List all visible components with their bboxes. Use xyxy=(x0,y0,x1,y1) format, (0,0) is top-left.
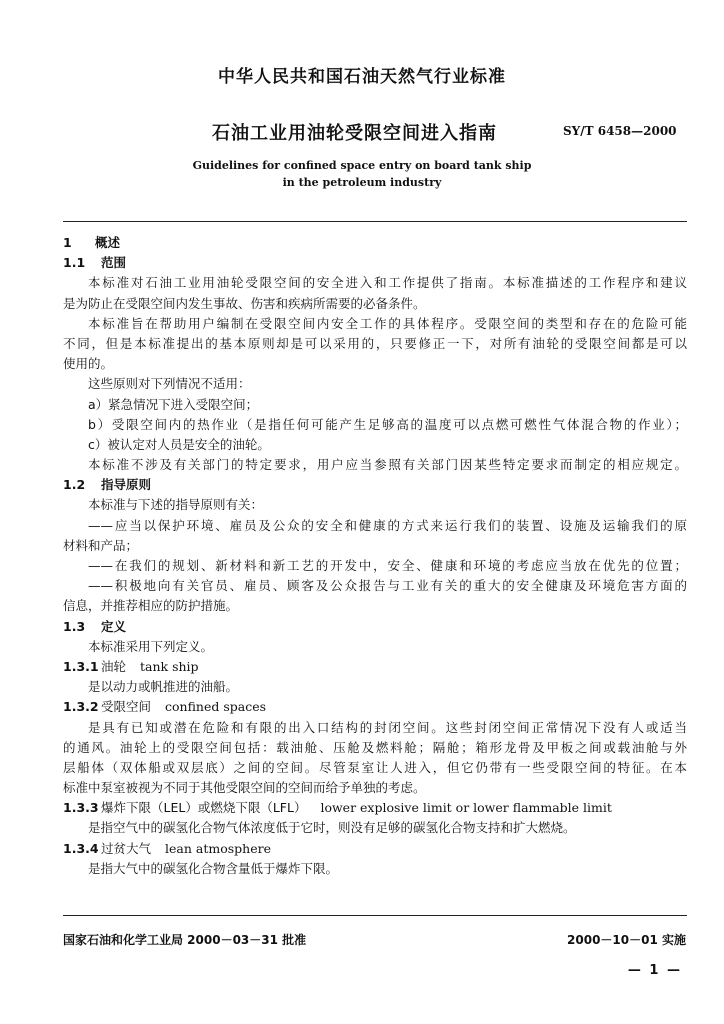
term-number: 1.3.1 xyxy=(63,658,99,674)
term-english: tank ship xyxy=(140,658,199,674)
guideline-item: ——积极地向有关官员、雇员、顾客及公众报告与工业有关的重大的安全健康及环境危害方面的 xyxy=(88,578,687,594)
section-heading-1 xyxy=(63,233,687,253)
industry-standard-heading: 中华人民共和国石油天然气行业标准 xyxy=(218,67,506,87)
paragraph-line: 本标准采用下列定义。 xyxy=(88,638,214,654)
section-title: 指导原则 xyxy=(101,477,152,493)
approval-date: 国家石油和化学工业局 2000－03－31 批准 xyxy=(63,933,307,947)
paragraph-line: 使用的。 xyxy=(63,356,114,372)
guideline-item: ——应当以保护环境、雇员及公众的安全和健康的方式来运行我们的装置、设施及运输我们的原 xyxy=(88,517,687,533)
definition-text: 是以动力或帆推进的油船。 xyxy=(88,679,239,695)
guideline-item-continued: 信息，并推荐相应的防护措施。 xyxy=(63,598,239,614)
term-number: 1.3.3 xyxy=(63,800,99,816)
term-english: confined spaces xyxy=(165,699,267,715)
guideline-item-continued: 材料和产品； xyxy=(63,537,139,553)
paragraph-line: 本标准对石油工业用油轮受限空间的安全进入和工作提供了指南。本标准描述的工作程序和建议 xyxy=(88,275,687,291)
english-title xyxy=(0,157,724,191)
definition-term-1-3-4 xyxy=(63,839,687,859)
definition-text: 标准中泵室被视为不同于其他受限空间的空间而给予单独的考虑。 xyxy=(63,780,426,796)
section-title: 范围 xyxy=(101,255,127,271)
term-english: lean atmosphere xyxy=(165,840,271,856)
effective-date: 2000－10－01 实施 xyxy=(567,933,686,947)
paragraph-line: 不同，但是本标准提出的基本原则却是可以采用的，只要修正一下，对所有油轮的受限空间都是可以 xyxy=(63,335,687,351)
document-body xyxy=(63,233,687,879)
section-number: 1.1 xyxy=(63,255,86,271)
list-item: b）受限空间内的热作业（是指任何可能产生足够高的温度可以点燃可燃性气体混合物的作业）； xyxy=(88,416,687,432)
footer-divider xyxy=(63,915,687,916)
definition-text: 是指空气中的碳氢化合物气体浓度低于它时，则没有足够的碳氢化合物支持和扩大燃烧。 xyxy=(88,820,576,836)
english-title-line-1: Guidelines for confined space entry on board tank ship xyxy=(192,159,532,172)
term-name: 油轮 xyxy=(101,658,127,674)
page-number: — 1 — xyxy=(627,963,682,978)
guideline-item: ——在我们的规划、新材料和新工艺的开发中，安全、健康和环境的考虑应当放在优先的位置； xyxy=(88,558,687,573)
term-name: 过贫大气 xyxy=(101,840,152,856)
paragraph-line: 是为防止在受限空间内发生事故、伤害和疾病所需要的必备条件。 xyxy=(63,295,426,311)
section-title: 概述 xyxy=(95,235,121,250)
definition-text: 是具有已知或潜在危险和有限的出入口结构的封闭空间。这些封闭空间正常情况下没有人或适当 xyxy=(88,719,687,735)
section-heading-1-3 xyxy=(63,617,687,637)
english-title-line-2: in the petroleum industry xyxy=(282,176,442,189)
section-heading-1-1 xyxy=(63,253,687,273)
term-english: lower explosive limit or lower flammable limit xyxy=(320,800,612,816)
definition-term-1-3-2 xyxy=(63,697,687,717)
term-name: 受限空间 xyxy=(101,699,152,715)
definition-text: 是指大气中的碳氢化合物含量低于爆炸下限。 xyxy=(88,860,339,876)
section-number: 1.3 xyxy=(63,618,86,634)
section-title: 定义 xyxy=(101,618,127,634)
definition-term-1-3-3 xyxy=(63,798,687,818)
section-number: 1.2 xyxy=(63,477,86,493)
paragraph-line: 本标准不涉及有关部门的特定要求，用户应当参照有关部门因某些特定要求而制定的相应规定。 xyxy=(88,457,687,473)
definition-text: 的通风。油轮上的受限空间包括：载油舱、压舱及燃料舱；隔舱；箱形龙骨及甲板之间或载油舱与外 xyxy=(63,739,687,755)
paragraph-line: 这些原则对下列情况不适用： xyxy=(88,376,251,392)
list-item: a）紧急情况下进入受限空间； xyxy=(88,396,259,412)
definition-text: 层船体（双体船或双层底）之间的空间。尽管泵室让人进入，但它仍带有一些受限空间的特征。在本 xyxy=(63,759,687,775)
term-name: 爆炸下限（LEL）或燃烧下限（LFL） xyxy=(101,800,307,816)
section-number: 1 xyxy=(63,235,72,250)
standard-code: SY/T 6458—2000 xyxy=(563,124,677,138)
header-divider xyxy=(63,221,687,222)
term-number: 1.3.4 xyxy=(63,840,99,856)
section-heading-1-2 xyxy=(63,475,687,495)
paragraph-line: 本标准与下述的指导原则有关： xyxy=(88,497,264,513)
term-number: 1.3.2 xyxy=(63,699,99,715)
paragraph-line: 本标准旨在帮助用户编制在受限空间内安全工作的具体程序。受限空间的类型和存在的危险可能 xyxy=(88,315,687,331)
list-item: c）被认定对人员是安全的油轮。 xyxy=(88,436,270,452)
definition-term-1-3-1 xyxy=(63,657,687,677)
standard-title: 石油工业用油轮受限空间进入指南 xyxy=(212,123,497,144)
